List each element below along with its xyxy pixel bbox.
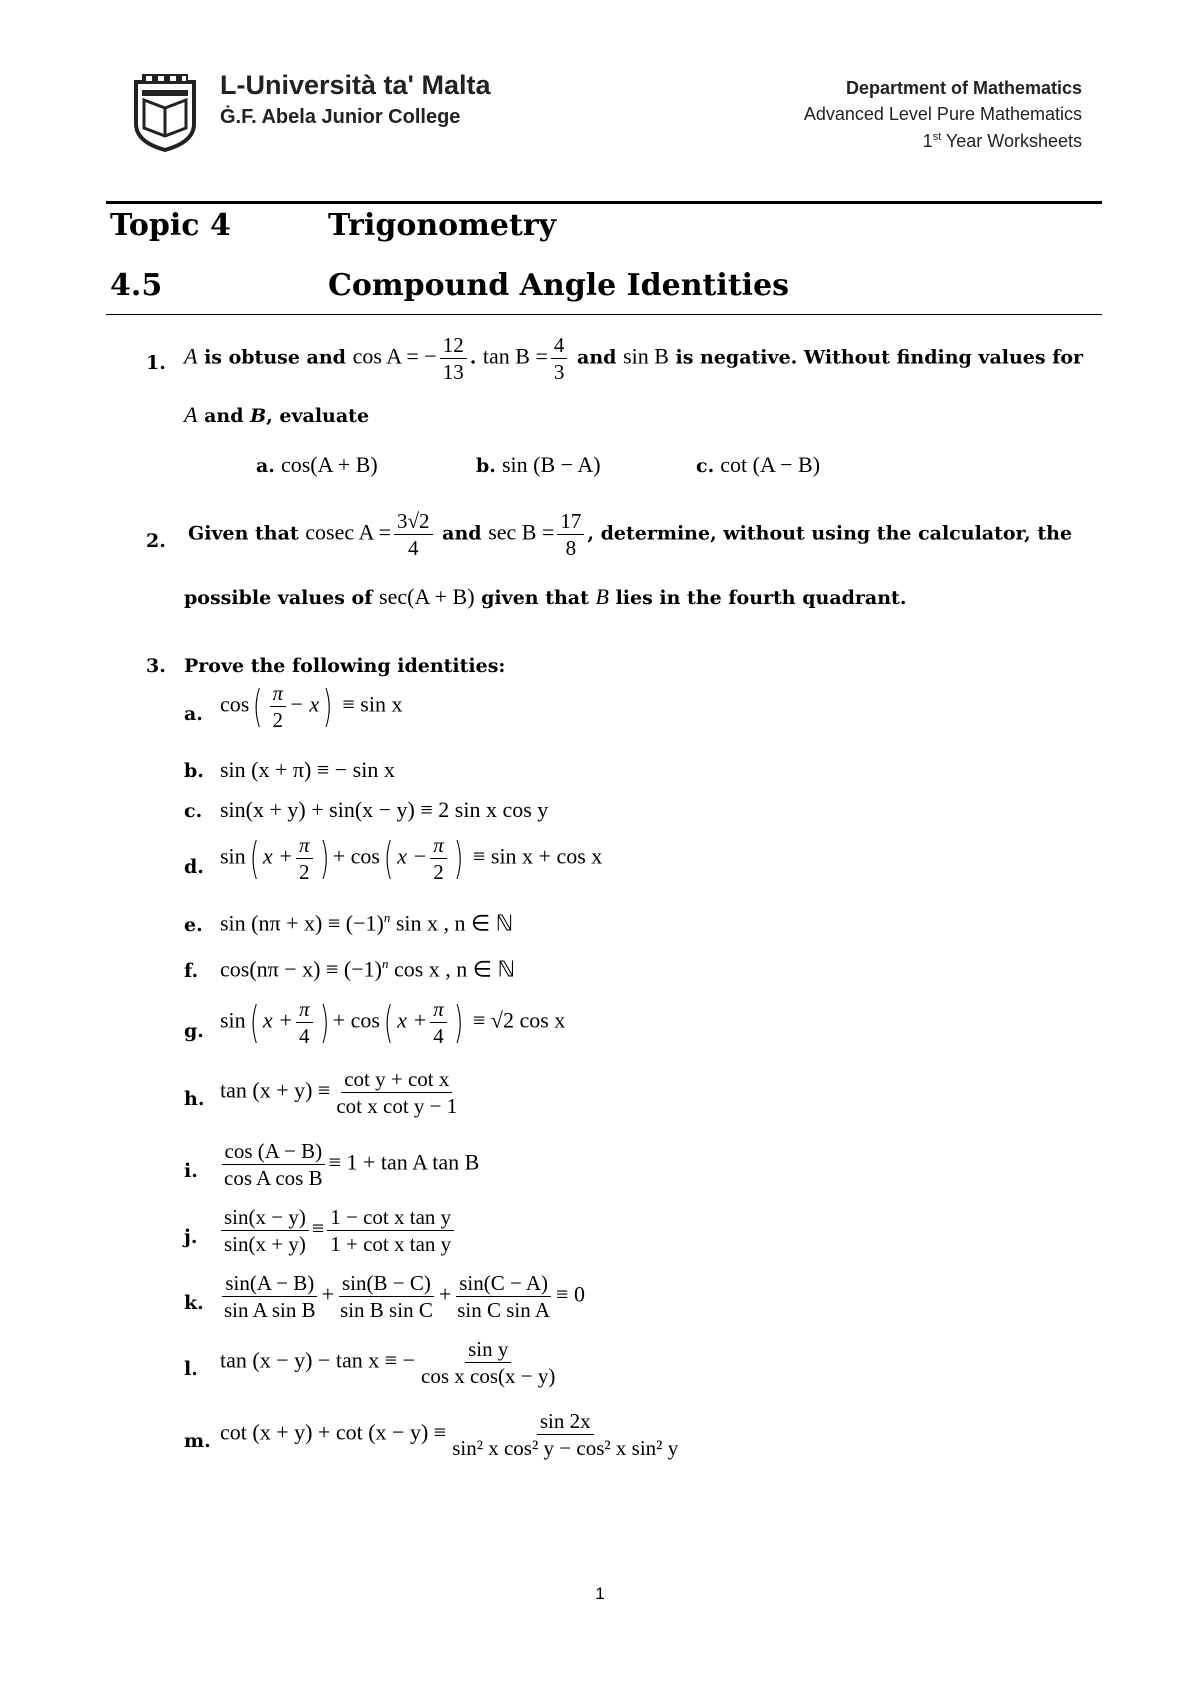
q3l-expr: tan (x − y) − tan x ≡ − $\frac{\text{sin y}}{\text{cos x cos(x − y)}}$ (220, 1337, 556, 1389)
q1-line2: A and B, evaluate (184, 402, 370, 427)
section-name: Compound Angle Identities (328, 268, 790, 303)
q3f-expr: $\cos(n\pi - x) \equiv (-1)^n$ cos x , n ∈ ℕ (220, 956, 516, 982)
q3a-label: a. (184, 703, 203, 725)
q1-line1: A is obtuse and cos A = − $\frac{12}{13}$ . tan B = $\frac{4}{3}$ and sin B is negative. Without finding values for (184, 333, 1084, 385)
q3i-expr: $\frac{\cos (A - B)}{\text{cos A cos B}}$ ≡ 1 + tan A tan B (218, 1140, 479, 1189)
college-crest-logo (128, 72, 202, 152)
q3c-expr: sin(x + y) + sin(x − y) ≡ 2 sin x cos y (220, 797, 549, 822)
q2-line2: possible values of sec(A + B) given that B lies in the fourth quadrant. (184, 584, 907, 609)
q3g-label: g. (184, 1020, 204, 1042)
q2-number: 2. (146, 530, 166, 552)
q3b-expr: sin (x + π) ≡ − sin x (220, 757, 395, 782)
q1-number: 1. (146, 352, 166, 374)
college-name: Ġ.F. Abela Junior College (220, 106, 461, 128)
q3-intro: Prove the following identities: (184, 655, 506, 677)
q1-part-a: a. cos(A + B) (256, 452, 378, 477)
q3f-label: f. (184, 960, 199, 982)
title-divider (106, 314, 1102, 315)
page-number: 1 (595, 1584, 605, 1603)
university-name: L-Università ta' Malta (220, 70, 491, 100)
q3m-expr: cot (x + y) + cot (x − y) ≡ $\frac{\sin 2x}{\text{sin² x cos² y − cos² x sin² y}}$ (220, 1409, 679, 1461)
q3c-label: c. (184, 800, 203, 822)
department-name: Department of Mathematics (845, 78, 1082, 98)
q1-part-c: c. cot (A − B) (696, 452, 821, 477)
q3k-expr: $\frac{\sin(A - B)}{\text{sin A sin B}}$ + $\frac{\sin(B - C)}{\text{sin B sin C}}$ + $\frac{\sin(C - A)}{\text{sin C sin A}}$ ≡ 0 (224, 1271, 585, 1323)
header-divider (106, 201, 1102, 204)
q3b-label: b. (184, 760, 204, 782)
q3d-label: d. (184, 856, 204, 878)
q3i-label: i. (184, 1160, 198, 1182)
course-name: Advanced Level Pure Mathematics (803, 104, 1082, 124)
q3h-label: h. (184, 1088, 205, 1110)
q3g-expr: sin( x + $\frac{\pi}{4}$ ) + cos( x + $\frac{\pi}{4}$ ) ≡ √2 cos x (220, 996, 566, 1049)
topic-name: Trigonometry (328, 208, 557, 243)
q3m-label: m. (184, 1430, 211, 1452)
q1-part-b: b. sin (B − A) (476, 452, 601, 477)
q3h-expr: tan (x + y) ≡ $\frac{\text{cot y + cot x}}{\text{cot x cot y − 1}}$ (220, 1067, 458, 1119)
section-label: 4.5 (110, 268, 163, 303)
q3j-expr: $\frac{\sin(x - y)}{\sin(x + y)}$ ≡ $\frac{\text{1 − cot x tan y}}{\text{1 + cot x tan y}}$ (218, 1206, 457, 1255)
q3e-label: e. (184, 914, 203, 936)
q3a-expr: cos( $\frac{\pi}{2}$ − x) ≡ sin x (220, 680, 403, 733)
q2-line1: Given that cosec A = $\frac{3√2}{4}$ and sec B = $\frac{17}{8}$ , determine, without using the calculator, the (188, 509, 1073, 561)
q3l-label: l. (184, 1358, 198, 1380)
q3d-expr: sin( x + $\frac{\pi}{2}$ ) + cos( x − $\frac{\pi}{2}$ ) ≡ sin x + cos x (220, 832, 603, 885)
q3e-expr: $\sin (n\pi + x) \equiv (-1)^n$ sin x , n ∈ ℕ (220, 910, 514, 936)
topic-label: Topic 4 (110, 208, 231, 243)
q3-number: 3. (146, 655, 166, 677)
year-label: 1st Year Worksheets (922, 131, 1082, 151)
q3k-label: k. (184, 1292, 204, 1314)
q3j-label: j. (184, 1226, 198, 1248)
